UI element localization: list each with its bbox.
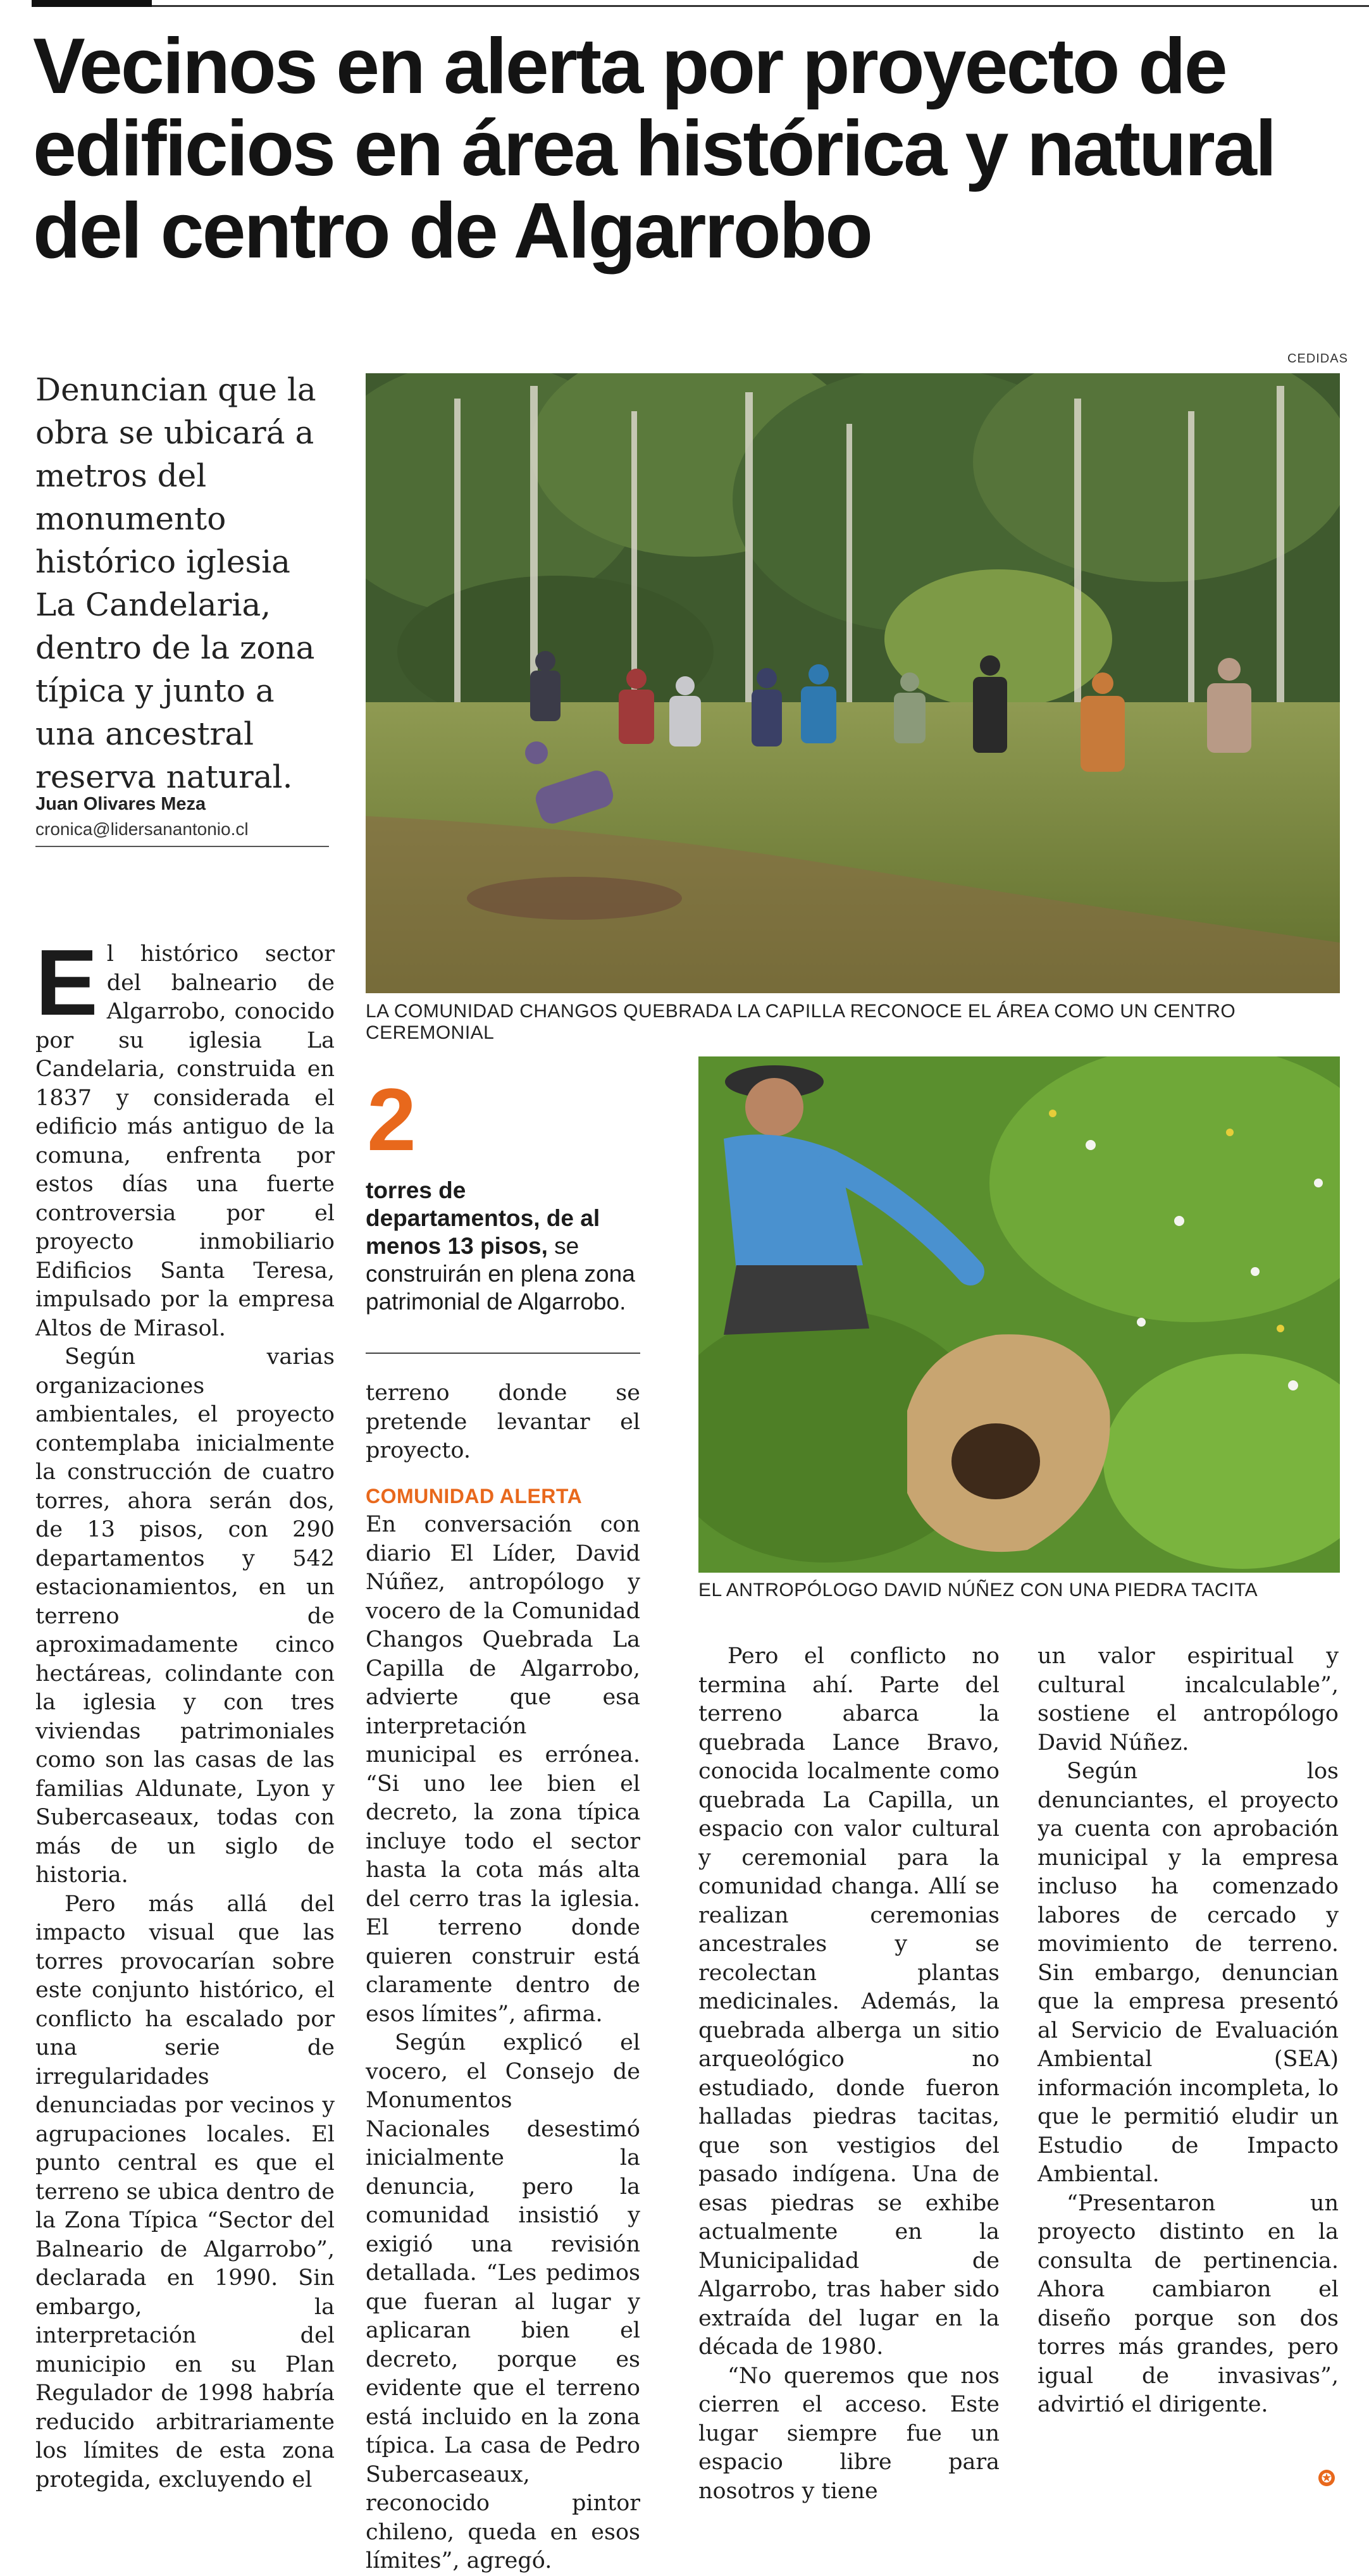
- forest-clearing-illustration: [366, 373, 1340, 993]
- article-column-3: [698, 1642, 1000, 2506]
- factbox-rule: [366, 1353, 640, 1354]
- body-paragraph: Pero el conflicto no termina ahí. Parte del terreno abarca la quebrada Lance Bravo, conocida localmente como quebrada La Capilla, un espacio con valor cultural y ceremonial para la comunidad changa. Allí se realizan ceremonias ancestrales y se recolectan plantas medicinales. Además, la quebrada alberga un sitio arqueológico no estudiado, donde fueron halladas piedras tacitas, que son vestigios del pasado indígena. Una de esas piedras se exhibe actualmente en la Municipalidad de Algarrobo, tras haber sido extraída del lugar en la década de 1980.: [698, 1644, 1000, 2360]
- end-of-article-icon: ✪: [1318, 2470, 1335, 2486]
- headline: Vecinos en alerta por proyecto de edificios en área histórica y natural del centro de Algarrobo: [33, 23, 1275, 275]
- factbox-bold: torres de departamentos, de al menos 13 pisos,: [366, 1177, 600, 1259]
- body-paragraph: “Presentaron un proyecto distinto en la consulta de pertinencia. Ahora cambiaron el diseño porque son dos torres más grandes, pero igual de invasivas”, advirtió el dirigente.: [1038, 2190, 1339, 2417]
- body-paragraph: Pero más allá del impacto visual que las torres provocarían sobre este conjunto histórico, el conflicto ha escalado por una serie de irregularidades denunciadas por vecinos y agrupaciones locales. El punto central es que el terreno se ubica dentro de la Zona Típica “Sector del Balneario de Algarrobo”, declarada en 1990. Sin embargo, la interpretación del municipio en su Plan Regulador de 1998 habría reducido arbitrariamente los límites de esta zona protegida, excluyendo el: [35, 1891, 335, 2492]
- bottom-photo-caption: EL ANTROPÓLOGO DAVID NÚÑEZ CON UNA PIEDRA TACITA: [698, 1580, 1258, 1601]
- anthropologist-photo: [698, 1056, 1340, 1573]
- factbox-text: [366, 1177, 640, 1316]
- body-paragraph: terreno donde se pretende levantar el proyecto.: [366, 1380, 640, 1463]
- photo-credit: CEDIDAS: [1287, 352, 1348, 366]
- deck-summary: Denuncian que la obra se ubicará a metros del monumento histórico iglesia La Candelaria, dentro de la zona típica y junto a una ancestral reserva natural.: [35, 371, 316, 795]
- section-marker-bar: [32, 0, 152, 7]
- meadow-illustration: [698, 1056, 1340, 1573]
- byline-rule: [35, 846, 329, 847]
- body-paragraph: Según explicó el vocero, el Consejo de Monumentos Nacionales desestimó inicialmente la denuncia, pero la comunidad insistió y exigió una revisión detallada. “Les pedimos que fueran al lugar y aplicaran bien el decreto, porque es evidente que el terreno está incluido en la zona típica. La casa de Pedro Subercaseaux, reconocido pintor chileno, queda en esos límites”, agregó.: [366, 2030, 640, 2573]
- article-column-2: [366, 1379, 640, 2576]
- section-subhead: COMUNIDAD ALERTA: [366, 1484, 583, 1508]
- body-paragraph: un valor espiritual y cultural incalculable”, sostiene el antropólogo David Núñez.: [1038, 1644, 1339, 1756]
- body-paragraph: Según varias organizaciones ambientales, el proyecto contemplaba inicialmente la construcción de cuatro torres, ahora serán dos, de 13 pisos, con 290 departamentos y 542 estacionamientos, en un terreno de aproximadamente cinco hectáreas, colindante con la iglesia y con tres viviendas patrimoniales como son las casas de las familias Aldunate, Lyon y Subercaseaux, todas con más de un siglo de historia.: [35, 1344, 335, 1888]
- factbox-number: 2: [367, 1070, 416, 1169]
- body-paragraph: “No queremos que nos cierren el acceso. Este lugar siempre fue un espacio libre para nosotros y tiene: [698, 2363, 1000, 2504]
- article-column-1: [35, 931, 335, 2494]
- article-column-4: [1038, 1642, 1339, 2420]
- body-paragraph: l histórico sector del balneario de Algarrobo, conocido por su iglesia La Candelaria, construida en 1837 y considerada el edificio más antiguo de la comuna, enfrenta por estos días una fuerte controversia por el proyecto inmobiliario Edificios Santa Teresa, impulsado por la empresa Altos de Mirasol.: [35, 941, 335, 1341]
- byline-email[interactable]: cronica@lidersanantonio.cl: [35, 819, 249, 839]
- top-photo-caption: LA COMUNIDAD CHANGOS QUEBRADA LA CAPILLA RECONOCE EL ÁREA COMO UN CENTRO CEREMONIAL: [366, 1001, 1236, 1043]
- byline-name: Juan Olivares Meza: [35, 794, 206, 814]
- body-paragraph: Según los denunciantes, el proyecto ya cuenta con aprobación municipal y la empresa incluso ha comenzado labores de cercado y movimiento de terreno. Sin embargo, denuncian que la empresa presentó al Servicio de Evaluación Ambiental (SEA) información incompleta, lo que le permitió eludir un Estudio de Impacto Ambiental.: [1038, 1759, 1339, 2187]
- community-ceremonial-photo: [366, 373, 1340, 993]
- factbox-rest: se construirán en plena zona patrimonial de Algarrobo.: [366, 1233, 635, 1315]
- top-rule: [152, 5, 1369, 7]
- body-paragraph: En conversación con diario El Líder, David Núñez, antropólogo y vocero de la Comunidad Changos Quebrada La Capilla de Algarrobo, advierte que esa interpretación municipal es errónea. “Si uno lee bien el decreto, la zona típica incluye todo el sector hasta la cota más alta del cerro tras la iglesia. El terreno donde quieren construir está claramente dentro de esos límites”, afirma.: [366, 1512, 640, 2027]
- drop-cap: E: [35, 931, 98, 1035]
